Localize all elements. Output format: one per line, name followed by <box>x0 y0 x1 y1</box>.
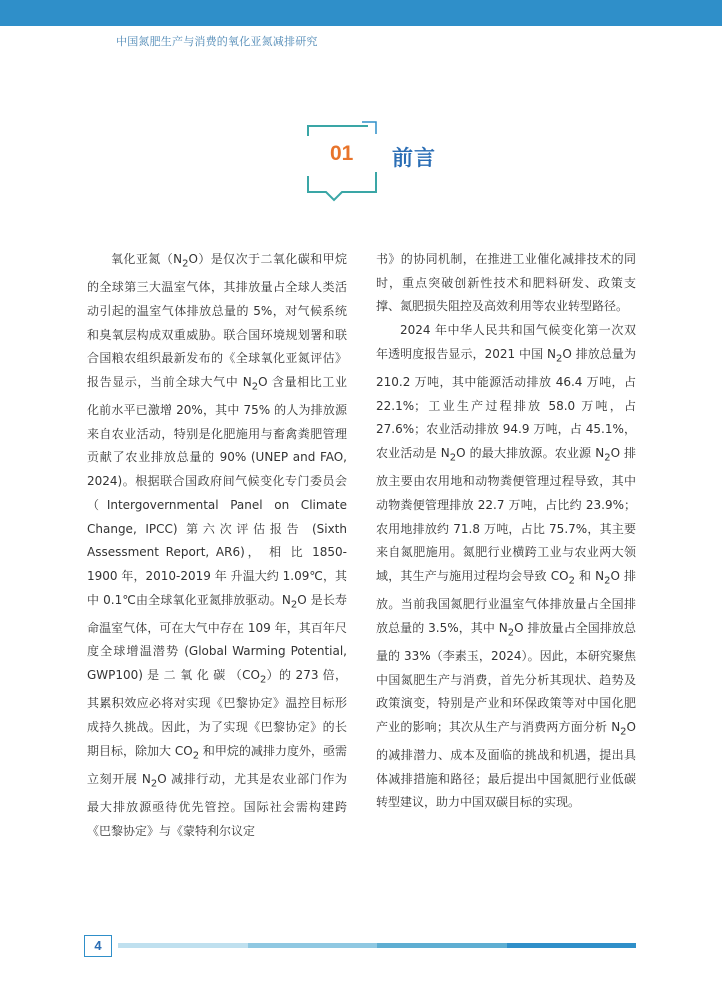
paragraph: 书》的协同机制，在推进工业催化减排技术的同时，重点突破创新性技术和肥料研发、政策支撑、氮肥损失阻控及高效利用等农业转型路径。 <box>376 252 636 314</box>
footer-bar-segment <box>507 943 637 948</box>
footer-bar-segment <box>118 943 248 948</box>
page-number: 4 <box>84 935 112 957</box>
footer-bar-segment <box>377 943 507 948</box>
running-header: 中国氮肥生产与消费的氧化亚氮减排研究 <box>116 35 318 48</box>
section-number: 01 <box>330 142 354 165</box>
section-title: 前言 <box>392 146 436 170</box>
left-column <box>87 248 347 843</box>
paragraph: 2024 年中华人民共和国气候变化第一次双年透明度报告显示，2021 中国 $N_2O$ 排放总量为 210.2 万吨，其中能源活动排放 46.4 万吨，占 22.1%；工业生产过程排放 58.0 万吨，占 27.6%；农业活动排放 94.9 万吨，占 45.1%，农业活动是 $N_2O$ 的最大排放源。农业源 $N_2O$ 排放主要由农用地和动物粪便管理过程导致，其中动物粪便管理排放 22.7 万吨，占比约 23.9%；农用地排放约 71.8 万吨，占比 75.7%，其主要来自氮肥施用。氮肥行业横跨工业与农业两大领域，其生产与施用过程均会导致 $CO_2$ 和 $N_2O$ 排放。当前我国氮肥行业温室气体排放量占全国排放总量的 3.5%，其中 $N_2O$ 排放量占全国排放总量的 33%（李素玉，2024）。因此，本研究聚焦中国氮肥生产与消费，首先分析其现状、趋势及政策演变，特别是产业和环保政策等对中国化肥产业的影响；其次从生产与消费两方面分析 $N_2O$ 的减排潜力、成本及面临的挑战和机遇，提出具体减排措施和路径；最后提出中国氮肥行业低碳转型建议，助力中国双碳目标的实现。 <box>376 323 637 810</box>
paragraph: 氧化亚氮$(N_2O)$是仅次于二氧化碳和甲烷的全球第三大温室气体，其排放量占全球人类活动引起的温室气体排放总量的 5%，对气候系统和臭氧层构成双重威胁。联合国环境规划署和联合国粮农组织最新发布的《全球氧化亚氮评估》报告显示，当前全球大气中 $N_2O$ 含量相比工业化前水平已激增 20%，其中 75% 的人为排放源来自农业活动，特别是化肥施用与畜禽粪肥管理贡献了农业排放总量的 90% (UNEP and FAO, 2024)。根据联合国政府间气候变化专门委员会（Intergovernmental Panel on Climate Change, IPCC) 第六次评估报告 (Sixth Assessment Report, AR6)， 相 比 1850-1900 年，2010-2019 年 升温大约 1.09℃，其中 0.1℃由全球氧化亚氮排放驱动。$N_2O$ 是长寿命温室气体，可在大气中存在 109 年，其百年尺度全球增温潜势 (Global Warming Potential, GWP100) 是 二 氧 化 碳 $(CO_2)$的 273 倍，其累积效应必将对实现《巴黎协定》温控目标形成持久挑战。因此，为了实现《巴黎协定》的长期目标，除加大 $CO_2$ 和甲烷的减排力度外，亟需立刻开展 $N_2O$ 减排行动，尤其是农业部门作为最大排放源亟待优先管控。国际社会需构建跨《巴黎协定》与《蒙特利尔议定 <box>87 252 348 838</box>
top-color-bar <box>0 0 722 26</box>
footer-gradient-bar <box>118 943 636 948</box>
right-column <box>376 248 636 815</box>
footer-bar-segment <box>248 943 378 948</box>
